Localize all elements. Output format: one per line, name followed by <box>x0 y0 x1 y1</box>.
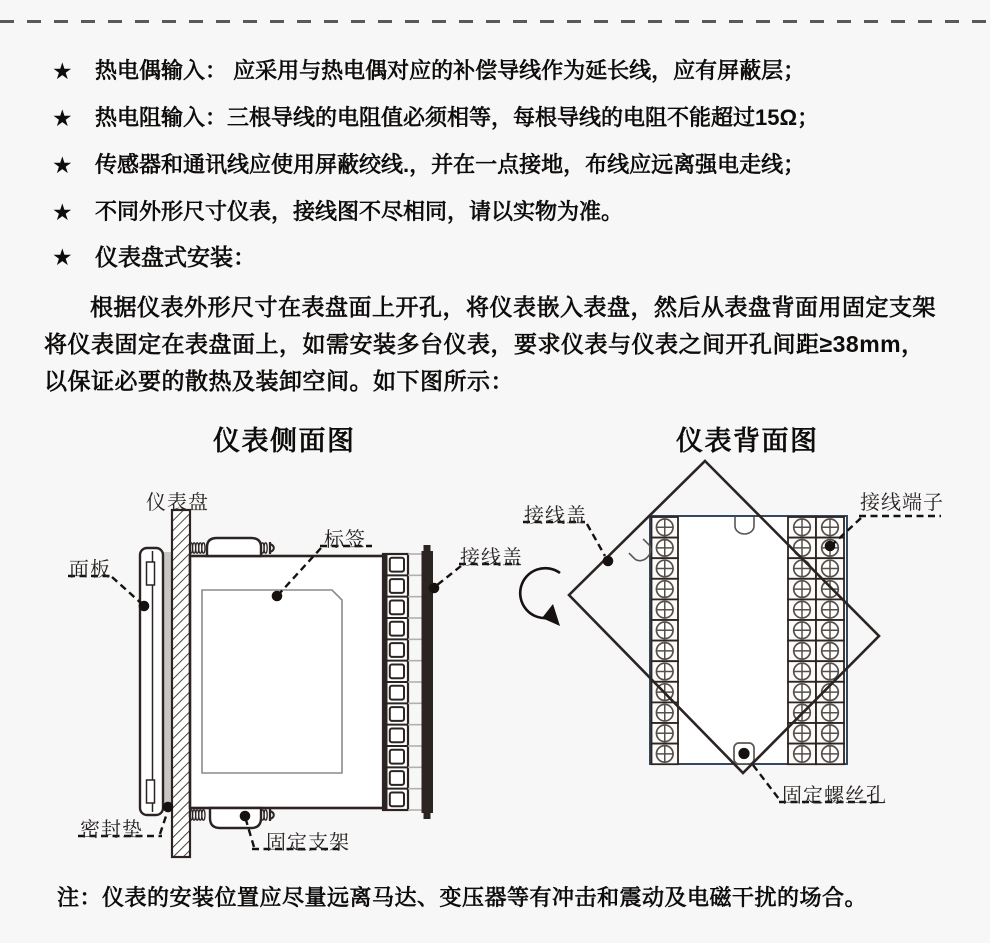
label-wiring-cover-back: 接线盖 <box>524 505 587 527</box>
list-item-text: 不同外形尺寸仪表，接线图不尽相同，请以实物为准。 <box>95 199 624 224</box>
sticker-outline <box>202 590 342 773</box>
star-bullet-icon: ★ <box>52 105 73 131</box>
star-bullet-icon: ★ <box>52 199 73 225</box>
star-bullet-icon: ★ <box>52 152 73 178</box>
note-text: 注：仪表的安装位置应尽量远离马达、变压器等有冲击和震动及电磁干扰的场合。 <box>57 885 868 910</box>
star-bullet-icon: ★ <box>52 58 73 84</box>
mounting-bracket-bottom <box>210 808 261 828</box>
label-panel-board: 仪表盘 <box>146 492 209 514</box>
label-screw-hole: 固定螺丝孔 <box>782 785 887 807</box>
label-wiring-cover-side: 接线盖 <box>460 547 523 569</box>
instrument-panel-hatch <box>172 510 190 857</box>
back-view-title: 仪表背面图 <box>676 426 819 456</box>
front-panel-bezel <box>140 548 163 815</box>
list-item-text: 热电偶输入： 应采用与热电偶对应的补偿导线作为延长线，应有屏蔽层； <box>95 58 806 83</box>
label-sticker: 标签 <box>324 529 366 551</box>
label-terminal: 接线端子 <box>860 492 944 514</box>
install-paragraph: 根据仪表外形尺寸在表盘面上开孔，将仪表嵌入表盘，然后从表盘背面用固定支架将仪表固定在表盘面上，如需安装多台仪表，要求仪表与仪表之间开孔间距≥38mm，以保证必要的散热及装卸空间。如下图所示： <box>44 294 936 394</box>
list-item-text: 传感器和通讯线应使用屏蔽绞线.，并在一点接地，布线应远离强电走线； <box>95 152 806 177</box>
label-gasket: 密封垫 <box>80 819 143 841</box>
gasket-strip <box>163 552 172 810</box>
side-view-drawing <box>140 510 433 857</box>
side-view-title: 仪表侧面图 <box>213 426 356 456</box>
label-front-panel: 面板 <box>69 559 111 581</box>
mounting-bracket-top <box>207 538 261 556</box>
top-screw-notch <box>735 517 754 534</box>
list-item-text: 热电阻输入：三根导线的电阻值必须相等，每根导线的电阻不能超过15Ω； <box>95 105 820 130</box>
star-bullet-icon: ★ <box>52 244 73 270</box>
section-heading-text: 仪表盘式安装： <box>95 244 256 270</box>
label-bracket: 固定支架 <box>266 832 350 854</box>
